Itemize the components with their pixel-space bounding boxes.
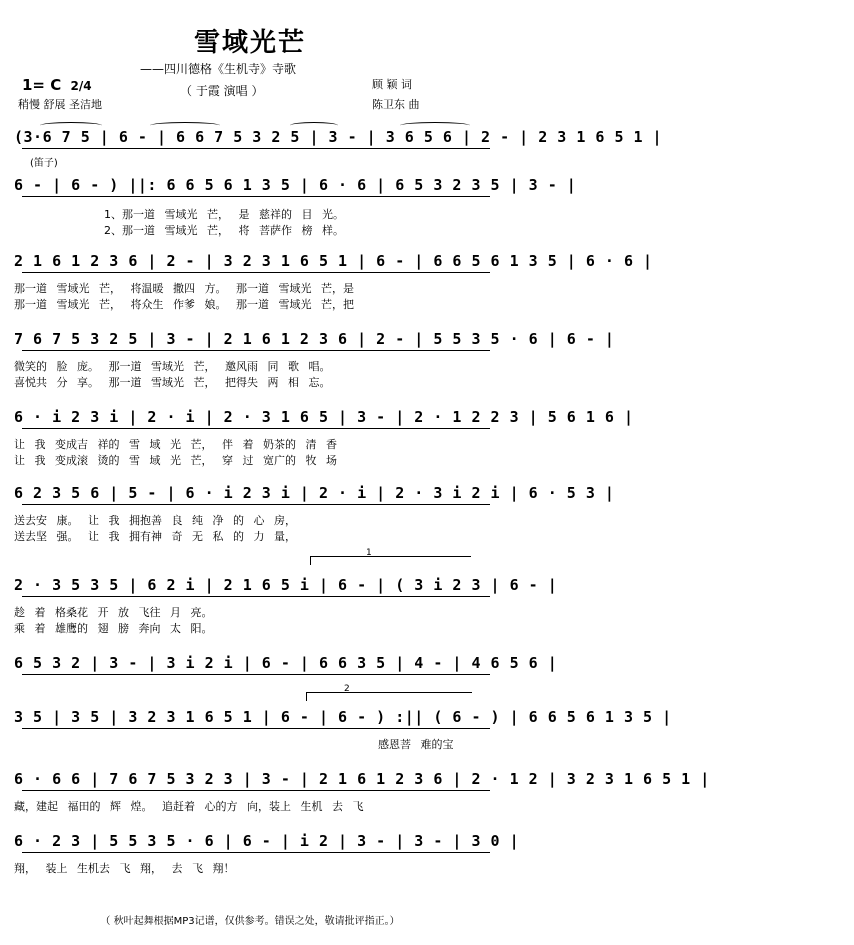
lyric-row-11: 翔， 装上 生机去 飞 翔， 去 飞 翔！	[14, 862, 235, 875]
beam-line	[22, 728, 490, 729]
score-row-1: (3·6 7 5 | 6 - | 6 6 7 5 3 2 5 | 3 - | 3 6 5 6 | 2 - | 2 3 1 6 5 1 |	[14, 128, 663, 146]
lyric-row-9: 感恩菩 难的宝	[378, 738, 454, 751]
slur-mark	[290, 122, 338, 129]
lyricist-credit: 顾 颖 词	[372, 78, 412, 91]
score-row-10: 6 · 6 6 | 7 6 7 5 3 2 3 | 3 - | 2 1 6 1 2 3 6 | 2 · 1 2 | 3 2 3 1 6 5 1 |	[14, 770, 710, 788]
instrument-label: (笛子)	[30, 158, 58, 169]
lyric-row-7b: 乘 着 雄鹰的 翅 膀 奔向 太 阳。	[14, 622, 213, 635]
score-row-9: 3 5 | 3 5 | 3 2 3 1 6 5 1 | 6 - | 6 - ) :|| ( 6 - ) | 6 6 5 6 1 3 5 |	[14, 708, 672, 726]
beam-line	[22, 674, 490, 675]
lyric-row-2b: 2、那一道 雪域光 芒， 将 菩萨作 榜 样。	[104, 224, 344, 237]
lyric-row-7a: 趁 着 格桑花 开 放 飞往 月 亮。	[14, 606, 213, 619]
lyric-row-3a: 那一道 雪域光 芒， 将温暖 撒四 方。 那一道 雪域光 芒，是	[14, 282, 354, 295]
beam-line	[22, 272, 490, 273]
song-title: 雪域光芒	[193, 28, 306, 58]
lyric-row-2a: 1、那一道 雪域光 芒， 是 慈祥的 目 光。	[104, 208, 344, 221]
score-row-7: 2 · 3 5 3 5 | 6 2 i | 2 1 6 5 i | 6 - | ( 3 i 2 3 | 6 - |	[14, 576, 558, 594]
song-subtitle: ——四川德格《生机寺》寺歌	[140, 62, 297, 76]
beam-line	[22, 350, 490, 351]
slur-mark	[150, 122, 220, 129]
score-row-6: 6 2 3 5 6 | 5 - | 6 · i 2 3 i | 2 · i | 2 · 3 i 2 i | 6 · 5 3 |	[14, 484, 615, 502]
volta-number-2: 2	[344, 684, 350, 694]
score-row-11: 6 · 2 3 | 5 5 3 5 · 6 | 6 - | i 2 | 3 - | 3 - | 3 0 |	[14, 832, 520, 850]
volta-number-1: 1	[366, 548, 372, 558]
tempo-marking: 稍慢 舒展 圣洁地	[18, 98, 102, 111]
beam-line	[22, 596, 490, 597]
beam-line	[22, 428, 490, 429]
composer-credit: 陈卫东 曲	[372, 98, 420, 111]
lyric-row-5b: 让 我 变成滚 烫的 雪 域 光 芒， 穿 过 宽广的 牧 场	[14, 454, 337, 467]
score-row-8: 6 5 3 2 | 3 - | 3 i 2 i | 6 - | 6 6 3 5 | 4 - | 4 6 5 6 |	[14, 654, 558, 672]
lyric-row-5a: 让 我 变成吉 祥的 雪 域 光 芒， 伴 着 奶茶的 清 香	[14, 438, 337, 451]
volta-bracket-1	[310, 556, 471, 565]
volta-bracket-2	[306, 692, 472, 701]
lyric-row-6b: 送去坚 强。 让 我 拥有神 奇 无 私 的 力 量，	[14, 530, 296, 543]
lyric-row-4b: 喜悦共 分 享。 那一道 雪域光 芒， 把得失 两 相 忘。	[14, 376, 331, 389]
slur-mark	[400, 122, 470, 129]
footer-note: （ 秋叶起舞根据MP3记谱，仅供参考。错误之处，敬请批评指正。）	[100, 916, 400, 927]
lyric-row-4a: 微笑的 脸 庞。 那一道 雪域光 芒， 邀风雨 同 歌 唱。	[14, 360, 331, 373]
beam-line	[22, 790, 490, 791]
score-row-2: 6 - | 6 - ) ||: 6 6 5 6 1 3 5 | 6 · 6 | 6 5 3 2 3 5 | 3 - |	[14, 176, 577, 194]
beam-line	[22, 196, 490, 197]
beam-line	[22, 148, 490, 149]
score-row-4: 7 6 7 5 3 2 5 | 3 - | 2 1 6 1 2 3 6 | 2 - | 5 5 3 5 · 6 | 6 - |	[14, 330, 615, 348]
beam-line	[22, 504, 490, 505]
lyric-row-3b: 那一道 雪域光 芒， 将众生 作爹 娘。 那一道 雪域光 芒，把	[14, 298, 354, 311]
key-label: 1= C	[22, 76, 62, 94]
lyric-row-10: 藏，建起 福田的 辉 煌。 追赶着 心的方 向，装上 生机 去 飞	[14, 800, 364, 813]
score-row-5: 6 · i 2 3 i | 2 · i | 2 · 3 1 6 5 | 3 - | 2 · 1 2 2 3 | 5 6 1 6 |	[14, 408, 634, 426]
key-signature	[22, 76, 92, 94]
beam-line	[22, 852, 490, 853]
slur-mark	[40, 122, 102, 129]
time-signature: 2/4	[70, 79, 92, 93]
singer-credit: （ 于霞 演唱 ）	[180, 84, 264, 98]
score-row-3: 2 1 6 1 2 3 6 | 2 - | 3 2 3 1 6 5 1 | 6 - | 6 6 5 6 1 3 5 | 6 · 6 |	[14, 252, 653, 270]
lyric-row-6a: 送去安 康。 让 我 拥抱善 良 纯 净 的 心 房，	[14, 514, 296, 527]
